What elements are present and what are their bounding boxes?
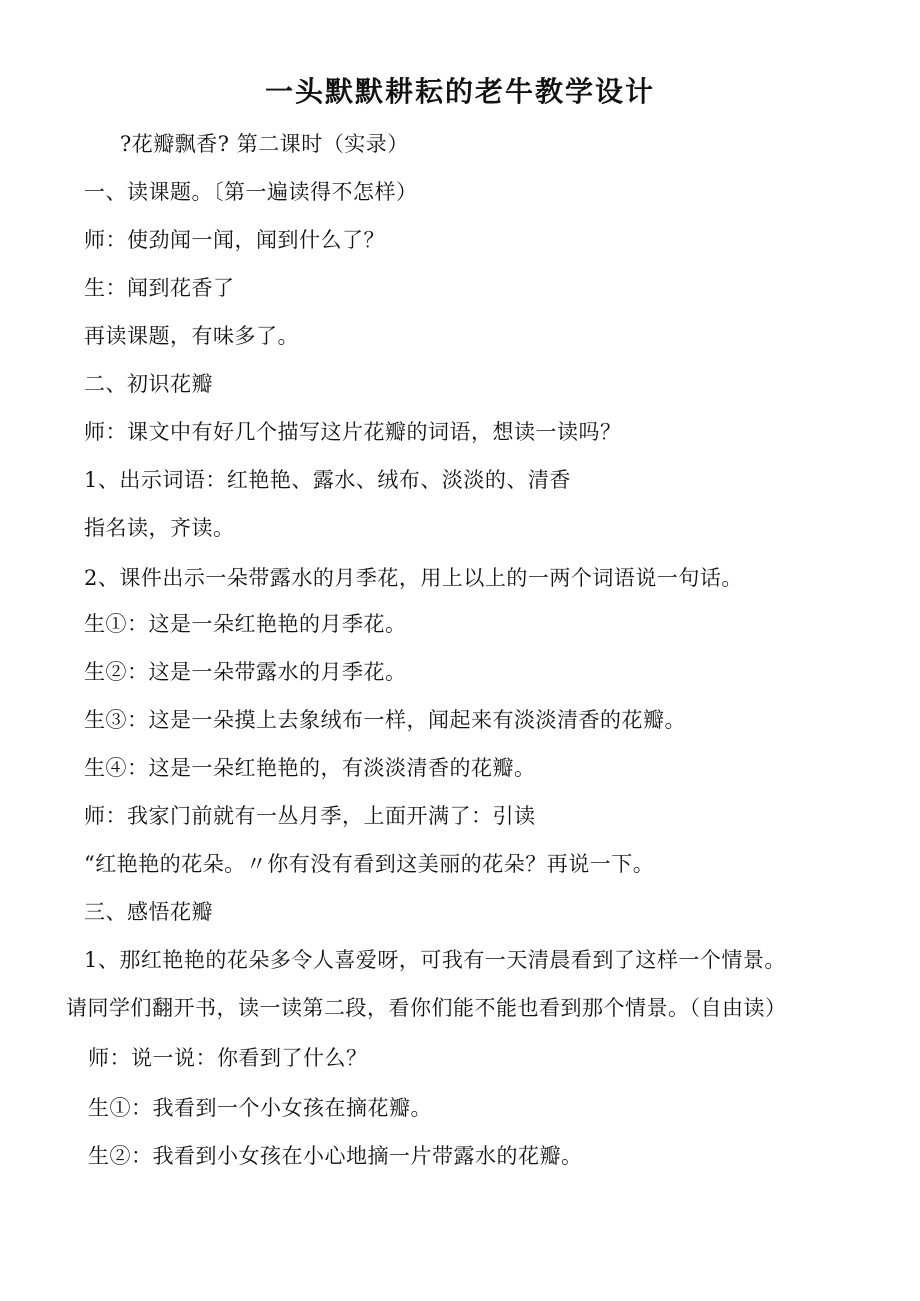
paragraph-line: 2、课件出示一朵带露水的月季花，用上以上的一两个词语说一句话。 <box>84 566 743 590</box>
paragraph-line: 师：课文中有好几个描写这片花瓣的词语，想读一读吗？ <box>84 420 622 444</box>
subtitle-lesson: ?花瓣飘香? 第二课时（实录） <box>120 132 409 156</box>
paragraph-line: 1、出示词语：红艳艳、露水、绒布、淡淡的、清香 <box>84 468 571 492</box>
paragraph-line: 师：使劲闻一闻，闻到什么了？ <box>84 228 385 252</box>
document-title: 一头默默耕耘的老牛教学设计 <box>264 75 655 108</box>
section-heading: 二、初识花瓣 <box>84 372 213 396</box>
paragraph-line: “红艳艳的花朵。〃你有没有看到这美丽的花朵？再说一下。 <box>84 852 655 876</box>
paragraph-line: 生②：我看到小女孩在小心地摘一片带露水的花瓣。 <box>88 1144 583 1168</box>
paragraph-line: 指名读，齐读。 <box>84 516 235 540</box>
paragraph-line: 生：闻到花香了 <box>84 276 235 300</box>
paragraph-line: 再读课题，有味多了。 <box>84 324 299 348</box>
section-heading: 三、感悟花瓣 <box>84 900 213 924</box>
paragraph-line: 请同学们翻开书，读一读第二段，看你们能不能也看到那个情景。（自由读） <box>66 996 787 1020</box>
paragraph-line: 生②：这是一朵带露水的月季花。 <box>84 660 407 684</box>
paragraph-line: 生①：我看到一个小女孩在摘花瓣。 <box>88 1096 432 1120</box>
paragraph-line: 生①：这是一朵红艳艳的月季花。 <box>84 612 407 636</box>
paragraph-line: 1、那红艳艳的花朵多令人喜爱呀，可我有一天清晨看到了这样一个情景。 <box>84 948 786 972</box>
paragraph-line: 师：说一说：你看到了什么？ <box>88 1046 368 1070</box>
paragraph-line: 生③：这是一朵摸上去象绒布一样，闻起来有淡淡清香的花瓣。 <box>84 708 686 732</box>
paragraph-line: 一、读课题。〔第一遍读得不怎样） <box>84 180 418 204</box>
paragraph-line: 师：我家门前就有一丛月季，上面开满了：引读 <box>84 804 536 828</box>
paragraph-line: 生④：这是一朵红艳艳的，有淡淡清香的花瓣。 <box>84 756 536 780</box>
